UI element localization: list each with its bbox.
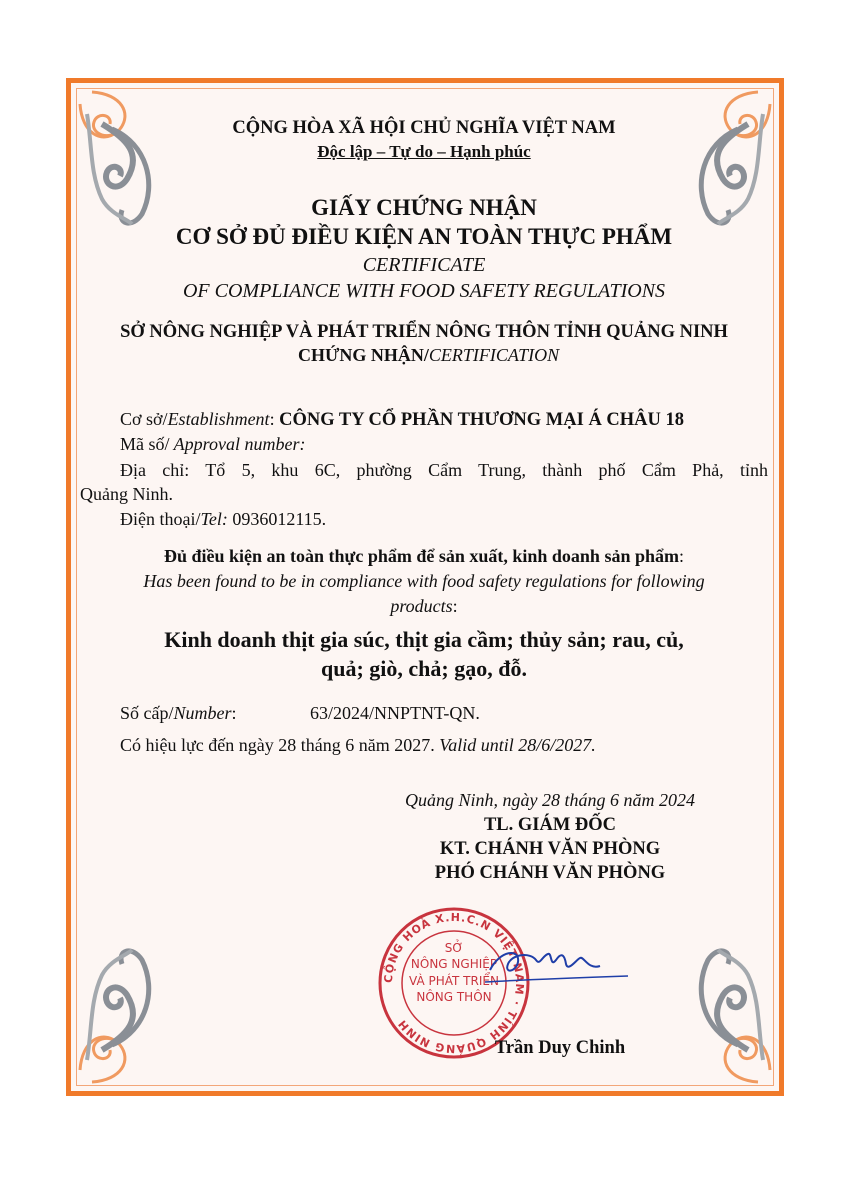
approval-label-vi: Mã số/ — [120, 434, 170, 454]
corner-ornament-bottom-right — [688, 940, 778, 1090]
certificate-title-vi-2: CƠ SỞ ĐỦ ĐIỀU KIỆN AN TOÀN THỰC PHẨM — [175, 224, 673, 249]
corner-ornament-bottom-left — [72, 940, 162, 1090]
seal-ring-text: CỘNG HOÀ X.H.C.N VIỆT NAM · TỈNH QUẢNG NINH — [381, 910, 527, 1056]
signer-name: Trần Duy Chinh — [494, 1038, 626, 1058]
number-label-en: Number — [173, 703, 232, 723]
certification-label-en: CERTIFICATION — [428, 345, 560, 365]
nation-name: CỘNG HÒA XÃ HỘI CHỦ NGHĨA VIỆT NAM — [232, 118, 616, 138]
phone-value: 0936012115. — [227, 509, 327, 529]
products-line-1: Kinh doanh thịt gia súc, thịt gia cầm; thủy sản; rau, củ, — [164, 627, 684, 652]
handwritten-signature — [480, 930, 630, 990]
national-motto — [0, 142, 848, 162]
motto-text: Độc lập – Tự do – Hạnh phúc — [317, 142, 531, 161]
establishment-field — [120, 409, 684, 431]
compliance-statement-en-colon: : — [452, 596, 458, 616]
products-line-2: quả; giò, chả; gạo, đỗ. — [321, 656, 527, 681]
establishment-label-en: Establishment — [167, 409, 270, 429]
certificate-number-value: 63/2024/NNPTNT-QN. — [310, 703, 480, 723]
validity-en: Valid until 28/6/2027. — [434, 735, 596, 755]
compliance-statement-vi — [0, 546, 848, 567]
seal-line-4: NÔNG THÔN — [416, 990, 492, 1004]
establishment-value: CÔNG TY CỔ PHẦN THƯƠNG MẠI Á CHÂU 18 — [279, 410, 685, 430]
address-line-2: Quảng Ninh. — [80, 484, 173, 504]
signer-role-1: TL. GIÁM ĐỐC — [483, 815, 617, 835]
validity-vi: Có hiệu lực đến ngày 28 tháng 6 năm 2027. — [120, 735, 435, 755]
phone-label-vi: Điện thoại/ — [120, 509, 201, 529]
certificate-title-en-2: OF COMPLIANCE WITH FOOD SAFETY REGULATIONS — [182, 280, 666, 302]
phone-label-en: Tel: — [200, 509, 228, 529]
number-label-vi: Số cấp/ — [120, 703, 174, 723]
seal-line-2: NÔNG NGHIỆP — [410, 957, 498, 971]
number-label-colon: : — [231, 703, 237, 723]
compliance-statement-vi-colon: : — [678, 546, 684, 566]
certification-label — [298, 345, 559, 366]
seal-line-1: SỞ — [444, 941, 464, 955]
compliance-statement-vi-text: Đủ điều kiện an toàn thực phẩm để sản xuất, kinh doanh sản phẩm — [164, 546, 679, 566]
signer-role-3: PHÓ CHÁNH VĂN PHÒNG — [434, 863, 666, 883]
issuing-department: SỞ NÔNG NGHIỆP VÀ PHÁT TRIỂN NÔNG THÔN TỈNH QUẢNG NINH — [120, 322, 728, 342]
compliance-statement-en-2 — [0, 596, 848, 617]
compliance-statement-en-1: Has been found to be in compliance with food safety regulations for following — [143, 571, 705, 591]
establishment-colon: : — [269, 409, 280, 429]
validity-statement — [120, 735, 596, 756]
seal-line-3: VÀ PHÁT TRIỂN — [409, 974, 499, 988]
certificate-title-en-1: CERTIFICATE — [362, 254, 486, 276]
compliance-statement-en-2-text: products — [390, 596, 453, 616]
approval-number-field — [120, 434, 305, 455]
establishment-label-vi: Cơ sở/ — [120, 409, 168, 429]
place-and-date: Quảng Ninh, ngày 28 tháng 6 năm 2024 — [405, 790, 695, 810]
address-line-1: Địa chỉ: Tổ 5, khu 6C, phường Cẩm Trung, thành phố Cẩm Phả, tỉnh — [120, 460, 768, 480]
certificate-number-label — [120, 703, 237, 724]
approval-label-en: Approval number: — [169, 434, 306, 454]
certificate-title-vi-1: GIẤY CHỨNG NHẬN — [311, 195, 537, 220]
certification-label-vi: CHỨNG NHẬN/ — [298, 345, 429, 365]
phone-field — [120, 509, 326, 530]
signer-role-2: KT. CHÁNH VĂN PHÒNG — [439, 839, 661, 859]
